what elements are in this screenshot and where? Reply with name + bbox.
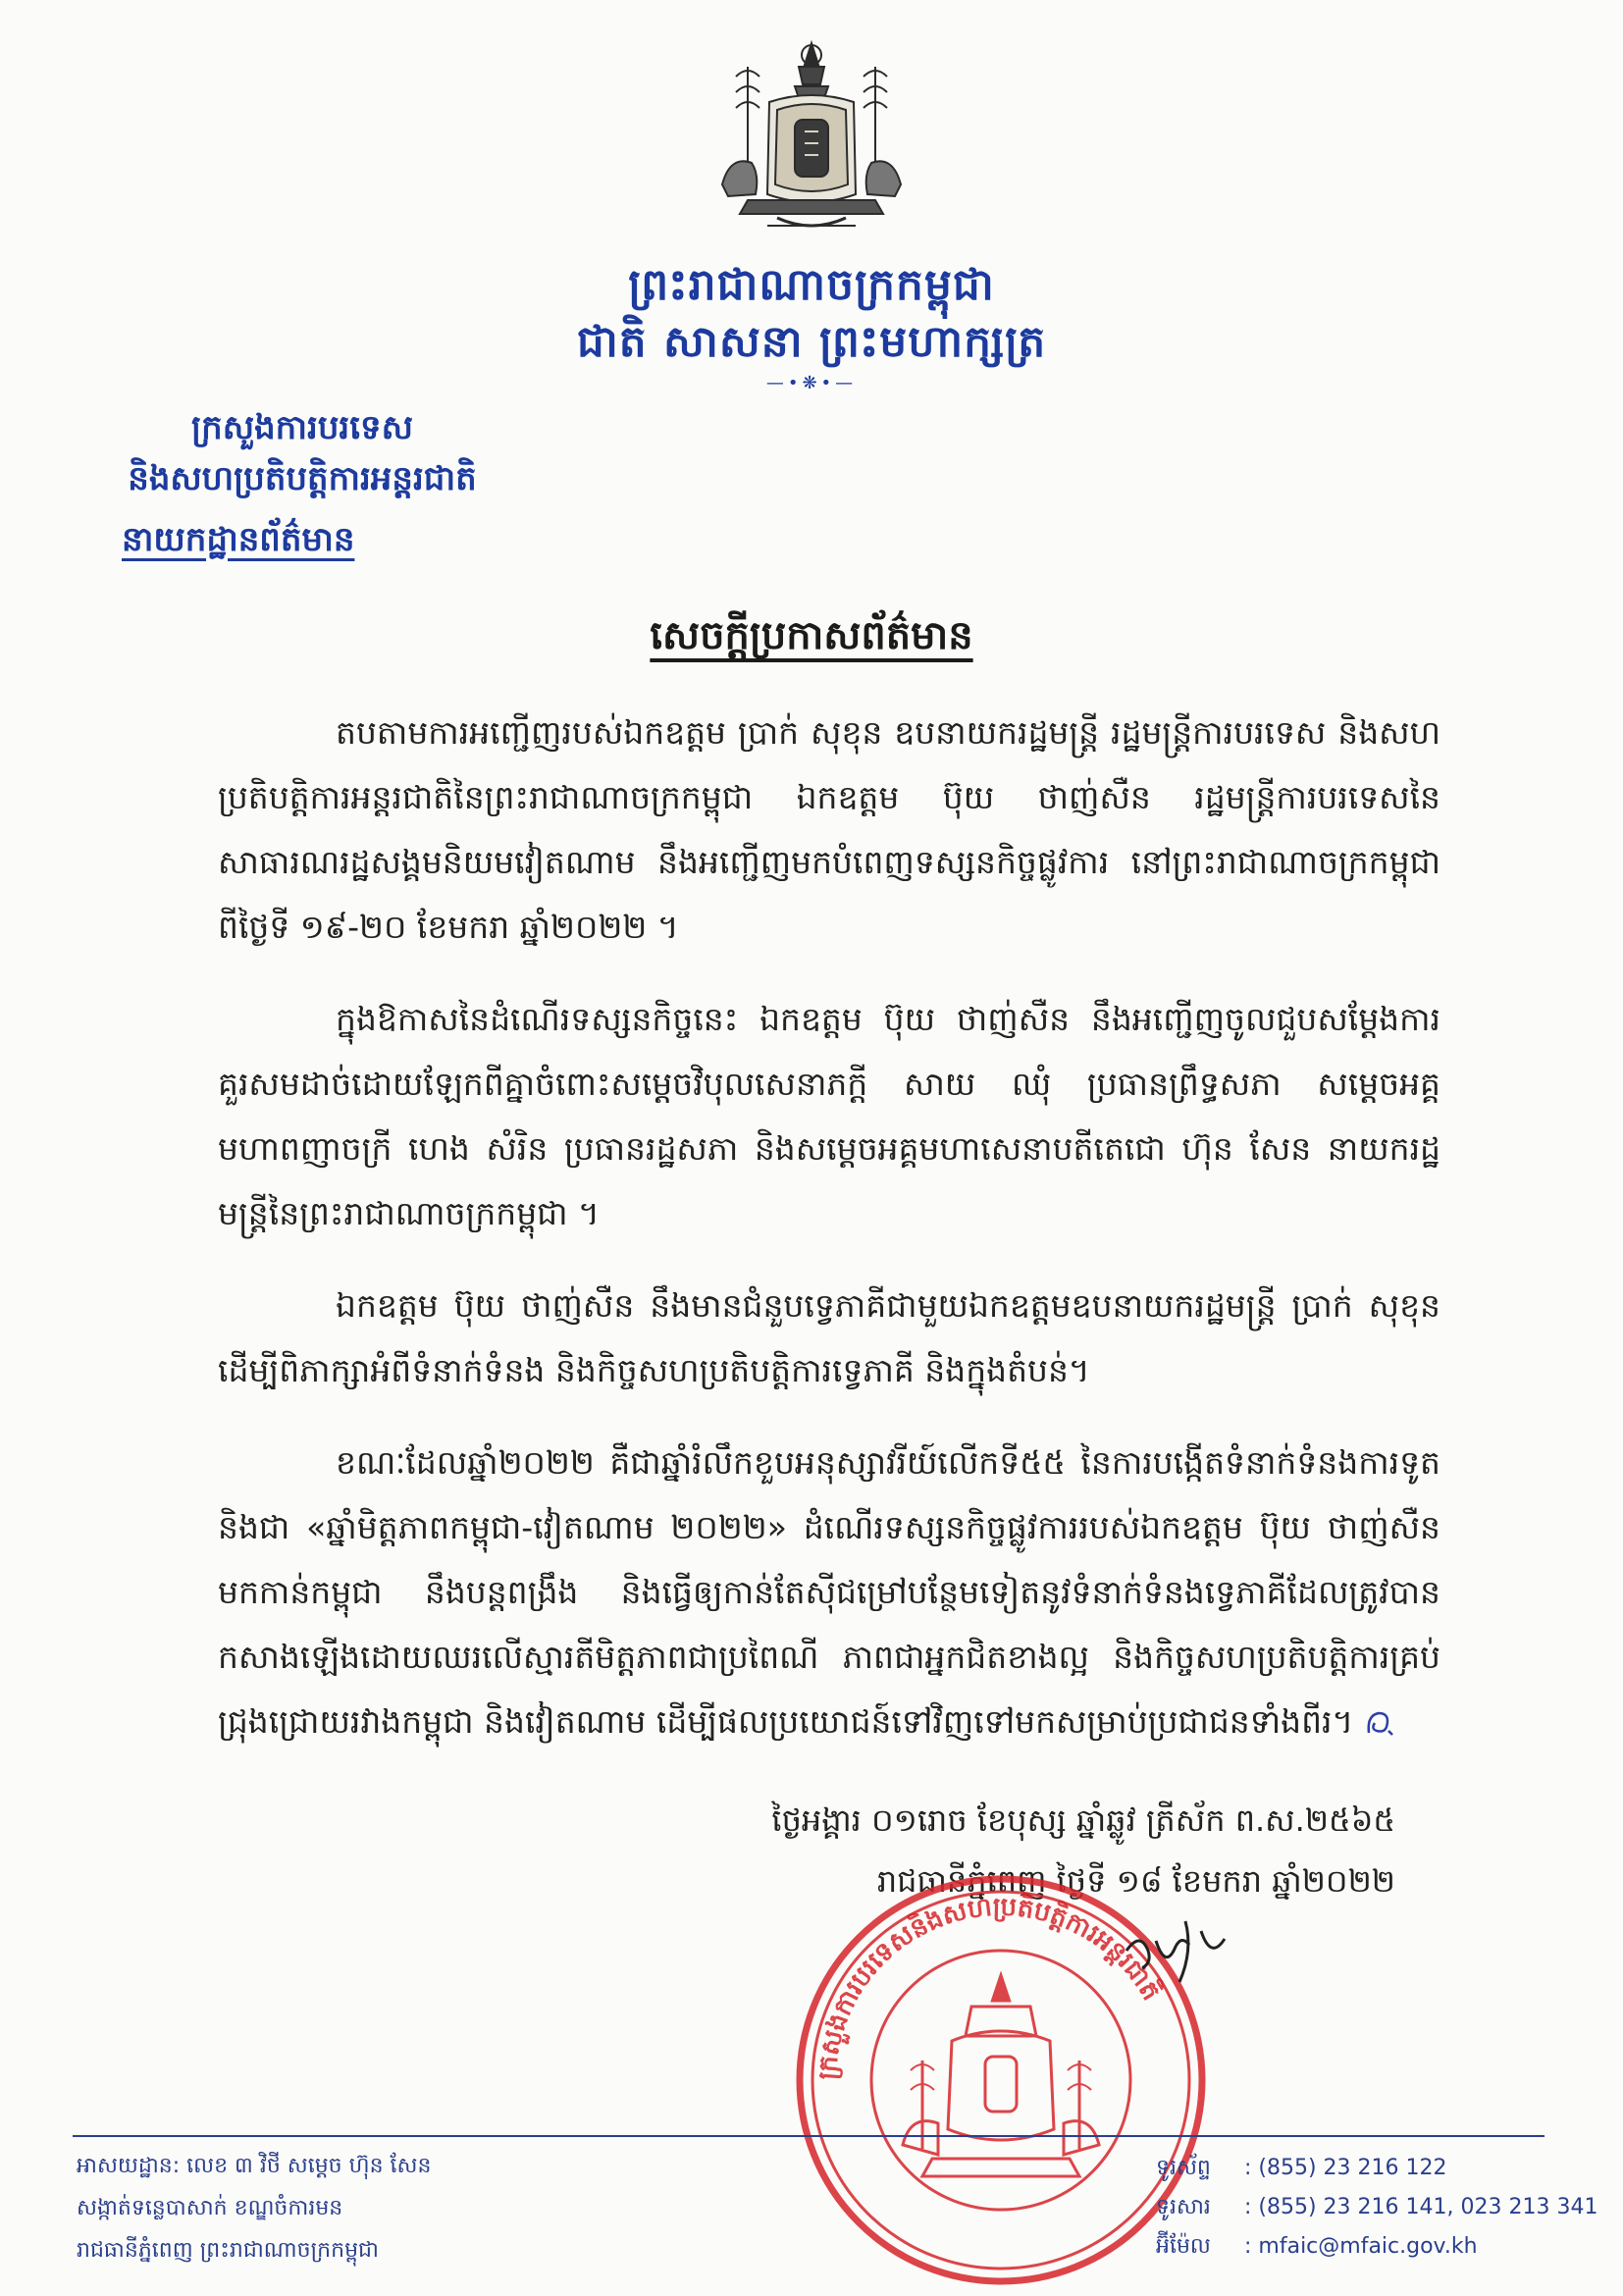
document-title: សេចក្ដីប្រកាសព័ត៌មាន (650, 613, 973, 658)
handwritten-signature-icon (1117, 1911, 1234, 1990)
kingdom-header (0, 257, 1623, 393)
fax-row (1156, 2188, 1597, 2227)
department-name: នាយកដ្ឋានព័ត៌មាន (122, 520, 355, 559)
ministry-block (77, 402, 528, 504)
email-value[interactable]: : mfaic@mfaic.gov.kh (1244, 2234, 1478, 2259)
phone-label: ទូរស័ព្ទ (1156, 2156, 1211, 2180)
address-line-1: អាសយដ្ឋាន: លេខ ៣ វិថី សម្ដេច ហ៊ុន សែន (77, 2154, 432, 2178)
email-row (1156, 2227, 1597, 2267)
header-ornament: —•❋•— (765, 373, 858, 393)
paragraph-4 (218, 1431, 1440, 1754)
footer-divider (73, 2135, 1544, 2137)
paragraph-3: ឯកឧត្តម ប៊ុយ ថាញ់សឺន នឹងមានជំនួបទ្វេភាគីជាមួយឯកឧត្តមឧបនាយករដ្ឋមន្ត្រី ប្រាក់ សុខុន ដើម្បីពិភាក្សាអំពីទំនាក់ទំនង និងកិច្ចសហប្រតិបត្តិការទ្វេភាគី និងក្នុងតំបន់។ (218, 1286, 1440, 1389)
ministry-name-line2: និងសហប្រតិបត្តិការអន្តរជាតិ (128, 459, 477, 498)
paragraph-2: ក្នុងឱកាសនៃដំណើរទស្សនកិច្ចនេះ ឯកឧត្តម ប៊ុយ ថាញ់សឺន នឹងអញ្ជើញចូលជួបសម្ដែងការគួរសមដាច់ដោយឡែកពីគ្នាចំពោះសម្ដេចវិបុលសេនាភក្ដី សាយ ឈុំ ប្រធានព្រឹទ្ធសភា សម្ដេចអគ្គមហាពញាចក្រី ហេង សំរិន ប្រធានរដ្ឋសភា និងសម្ដេចអគ្គមហាសេនាបតីតេជោ ហ៊ុន សែន នាយករដ្ឋមន្ត្រីនៃព្រះរាជាណាចក្រកម្ពុជា ។ (218, 1000, 1440, 1232)
national-motto: ជាតិ សាសនា ព្រះមហាក្សត្រ (576, 317, 1047, 367)
document-body (218, 701, 1440, 1782)
svg-text:ក្រសួងការបរទេសនិងសហប្រតិបត្តិក (813, 1891, 1169, 2081)
solar-date: រាជធានីភ្នំពេញ ថ្ងៃទី ១៨ ខែមករា ឆ្នាំ២០២២ (876, 1862, 1395, 1900)
seal-text: ក្រសួងការបរទេសនិងសហប្រតិបត្តិការអន្តរជាតិ (812, 1892, 1166, 2081)
address-line-3: រាជធានីភ្នំពេញ ព្រះរាជាណាចក្រកម្ពុជា (77, 2238, 379, 2263)
phone-row (1156, 2149, 1597, 2188)
phone-value: : (855) 23 216 122 (1244, 2156, 1447, 2180)
paragraph-1: តបតាមការអញ្ជើញរបស់ឯកឧត្តម ប្រាក់ សុខុន ឧបនាយករដ្ឋមន្ត្រី រដ្ឋមន្ត្រីការបរទេស និងសហប្រតិបត្តិការអន្តរជាតិនៃព្រះរាជាណាចក្រកម្ពុជា ឯកឧត្តម ប៊ុយ ថាញ់សឺន រដ្ឋមន្ត្រីការបរទេសនៃសាធារណរដ្ឋសង្គមនិយមវៀតណាម នឹងអញ្ជើញមកបំពេញទស្សនកិច្ចផ្លូវការ នៅព្រះរាជាណាចក្រកម្ពុជា ពីថ្ងៃទី ១៩-២០ ខែមករា ឆ្នាំ២០២២ ។ (218, 713, 1440, 946)
footer-address (77, 2145, 431, 2271)
fax-label: ទូរសារ (1156, 2195, 1211, 2219)
handwritten-initial-icon (1363, 1709, 1396, 1739)
fax-value: : (855) 23 216 141, 023 213 341 (1244, 2195, 1598, 2219)
footer-contacts (1156, 2149, 1597, 2267)
ministry-name-line1: ក្រសួងការបរទេស (191, 408, 413, 447)
kingdom-name: ព្រះរាជាណាចក្រកម្ពុជា (628, 260, 995, 310)
paragraph-4-text: ខណៈដែលឆ្នាំ២០២២ គឺជាឆ្នាំរំលឹកខួបអនុស្សាវរីយ៍លើកទី៥៥ នៃការបង្កើតទំនាក់ទំនងការទូត និងជា «ឆ្នាំមិត្តភាពកម្ពុជា-វៀតណាម ២០២២» ដំណើរទស្សនកិច្ចផ្លូវការរបស់ឯកឧត្តម ប៊ុយ ថាញ់សឺន មកកាន់កម្ពុជា នឹងបន្តពង្រឹង និងធ្វើឲ្យកាន់តែស៊ីជម្រៅបន្ថែមទៀតនូវទំនាក់ទំនងទ្វេភាគីដែលត្រូវបានកសាងឡើងដោយឈរលើស្មារតីមិត្តភាពជាប្រពៃណី ភាពជាអ្នកជិតខាងល្អ និងកិច្ចសហប្រតិបត្តិការគ្រប់ជ្រុងជ្រោយរវាងកម្ពុជា និងវៀតណាម ដើម្បីផលប្រយោជន៍ទៅវិញទៅមកសម្រាប់ប្រជាជនទាំងពីរ។ (218, 1443, 1440, 1741)
address-line-2: សង្កាត់ទន្លេបាសាក់ ខណ្ឌចំការមន (77, 2196, 343, 2220)
lunar-date: ថ្ងៃអង្គារ ០១រោច ខែបុស្ស ឆ្នាំឆ្លូវ ត្រីស័ក ព.ស.២៥៦៥ (771, 1801, 1395, 1839)
royal-coat-of-arms-icon (708, 37, 915, 243)
email-label: អ៊ីម៉ែល (1156, 2234, 1211, 2259)
